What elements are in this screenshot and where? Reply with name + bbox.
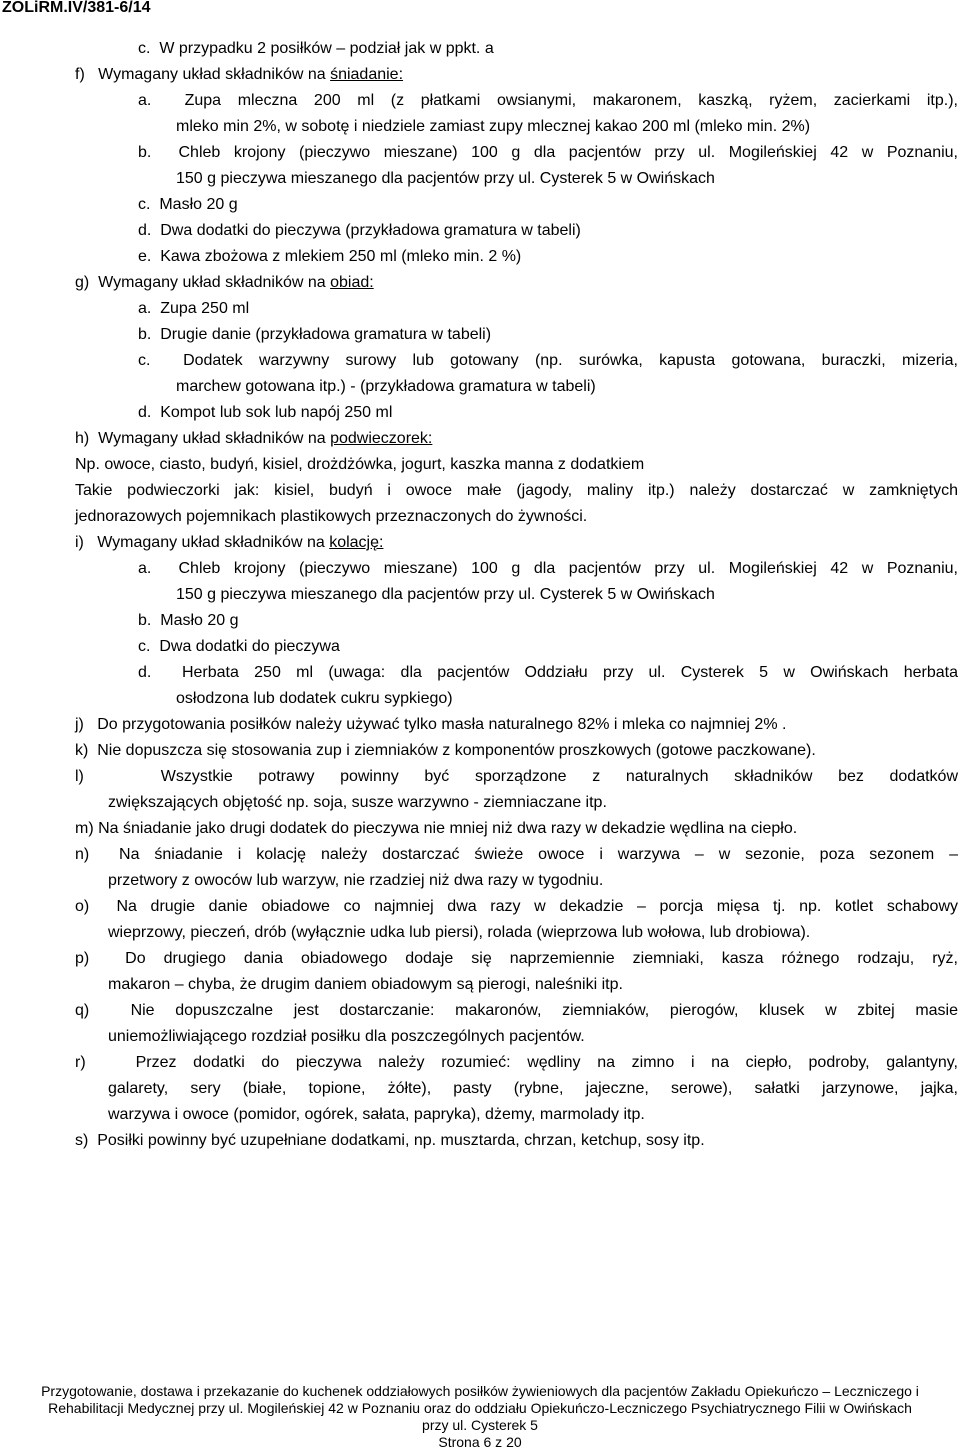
paragraph: jednorazowych pojemnikach plastikowych przeznaczonych do żywności. [75,508,588,525]
rule-item-continuation: zwiększających objętość np. soja, susze warzywno - ziemniaczane itp. [108,794,607,811]
rule-item: p) Do drugiego dania obiadowego dodaje się naprzemiennie ziemniaki, kasza różnego rodzaju, ryż, [75,950,958,967]
rule-item-continuation: przetwory z owoców lub warzyw, nie rzadziej niż dwa razy w tygodniu. [108,872,604,889]
list-item: a. Zupa mleczna 200 ml (z płatkami owsianymi, makaronem, kaszką, ryżem, zacierkami itp.), [138,92,958,109]
section-heading: i) Wymagany układ składników na kolację: [75,534,384,551]
rule-item: j) Do przygotowania posiłków należy używać tylko masła naturalnego 82% i mleka co najmniej 2% . [75,716,787,733]
list-item-continuation: 150 g pieczywa mieszanego dla pacjentów przy ul. Cysterek 5 w Owińskach [176,586,715,603]
list-item: a. Chleb krojony (pieczywo mieszane) 100 g dla pacjentów przy ul. Mogileńskiej 42 w Poznaniu, [138,560,958,577]
list-item: d. Dwa dodatki do pieczywa (przykładowa gramatura w tabeli) [138,222,581,239]
rule-item-continuation: galarety, sery (białe, topione, żółte), pasty (rybne, jajeczne, serowe), sałatki jarzynowe, jajka, [108,1080,958,1097]
list-item-continuation: mleko min 2%, w sobotę i niedziele zamiast zupy mlecznej kakao 200 ml (mleko min. 2%) [176,118,811,135]
list-item: b. Masło 20 g [138,612,239,629]
section-heading: h) Wymagany układ składników na podwieczorek: [75,430,433,447]
list-item: d. Kompot lub sok lub napój 250 ml [138,404,393,421]
rule-item: s) Posiłki powinny być uzupełniane dodatkami, np. musztarda, chrzan, ketchup, sosy itp. [75,1132,705,1149]
rule-item: k) Nie dopuszcza się stosowania zup i ziemniaków z komponentów proszkowych (gotowe paczkowane). [75,742,816,759]
list-item: c. W przypadku 2 posiłków – podział jak w ppkt. a [138,40,494,57]
rule-item: n) Na śniadanie i kolację należy dostarczać świeże owoce i warzywa – w sezonie, poza sezonem – [75,846,958,863]
document-reference: ZOLiRM.IV/381-6/14 [2,0,151,16]
page-number: Strona 6 z 20 [438,1434,522,1450]
list-item: a. Zupa 250 ml [138,300,250,317]
list-item: c. Dodatek warzywny surowy lub gotowany (np. surówka, kapusta gotowana, buraczki, mizeria, [138,352,958,369]
section-heading: g) Wymagany układ składników na obiad: [75,274,374,291]
rule-item-continuation: warzywa i owoce (pomidor, ogórek, sałata, papryka), dżemy, marmolady itp. [108,1106,645,1123]
rule-item: l) Wszystkie potrawy powinny być sporządzone z naturalnych składników bez dodatków [75,768,958,785]
rule-item: m) Na śniadanie jako drugi dodatek do pieczywa nie mniej niż dwa razy w dekadzie wędlina na ciepło. [75,820,798,837]
list-item: b. Chleb krojony (pieczywo mieszane) 100 g dla pacjentów przy ul. Mogileńskiej 42 w Poznaniu, [138,144,958,161]
list-item: e. Kawa zbożowa z mlekiem 250 ml (mleko min. 2 %) [138,248,522,265]
rule-item-continuation: uniemożliwiającego rozdział posiłku dla poszczególnych pacjentów. [108,1028,585,1045]
list-item-continuation: marchew gotowana itp.) - (przykładowa gramatura w tabeli) [176,378,596,395]
rule-item: q) Nie dopuszczalne jest dostarczanie: makaronów, ziemniaków, pierogów, klusek w zbitej masie [75,1002,958,1019]
list-item-continuation: 150 g pieczywa mieszanego dla pacjentów przy ul. Cysterek 5 w Owińskach [176,170,715,187]
list-item: c. Masło 20 g [138,196,238,213]
list-item: c. Dwa dodatki do pieczywa [138,638,340,655]
section-heading: f) Wymagany układ składników na śniadanie: [75,66,404,83]
paragraph: Np. owoce, ciasto, budyń, kisiel, drożdżówka, jogurt, kaszka manna z dodatkiem [75,456,645,473]
rule-item: o) Na drugie danie obiadowe co najmniej dwa razy w dekadzie – porcja mięsa tj. np. kotlet schabowy [75,898,958,915]
paragraph: Takie podwieczorki jak: kisiel, budyń i owoce małe (jagody, maliny itp.) należy dostarczać w zamkniętych [75,482,958,499]
footer-line: Przygotowanie, dostawa i przekazanie do kuchenek oddziałowych posiłków żywieniowych dla pacjentów Zakładu Opiekuńczo – Leczniczego i [41,1383,919,1399]
list-item: d. Herbata 250 ml (uwaga: dla pacjentów Oddziału przy ul. Cysterek 5 w Owińskach herbata [138,664,958,681]
footer-line: Rehabilitacji Medycznej przy ul. Mogileńskiej 42 w Poznaniu oraz do oddziału Opiekuńczo-Leczniczego Psychiatrycznego Filii w Owińskach [48,1400,912,1416]
footer-line: przy ul. Cysterek 5 [422,1417,538,1433]
list-item-continuation: osłodzona lub dodatek cukru sypkiego) [176,690,453,707]
list-item: b. Drugie danie (przykładowa gramatura w tabeli) [138,326,492,343]
rule-item: r) Przez dodatki do pieczywa należy rozumieć: wędliny na zimno i na ciepło, podroby, galantyny, [75,1054,958,1071]
rule-item-continuation: makaron – chyba, że drugim daniem obiadowym są pierogi, naleśniki itp. [108,976,623,993]
rule-item-continuation: wieprzowy, pieczeń, drób (wyłącznie udka lub piersi), rolada (wieprzowa lub wołowa, lub drobiowa). [108,924,811,941]
